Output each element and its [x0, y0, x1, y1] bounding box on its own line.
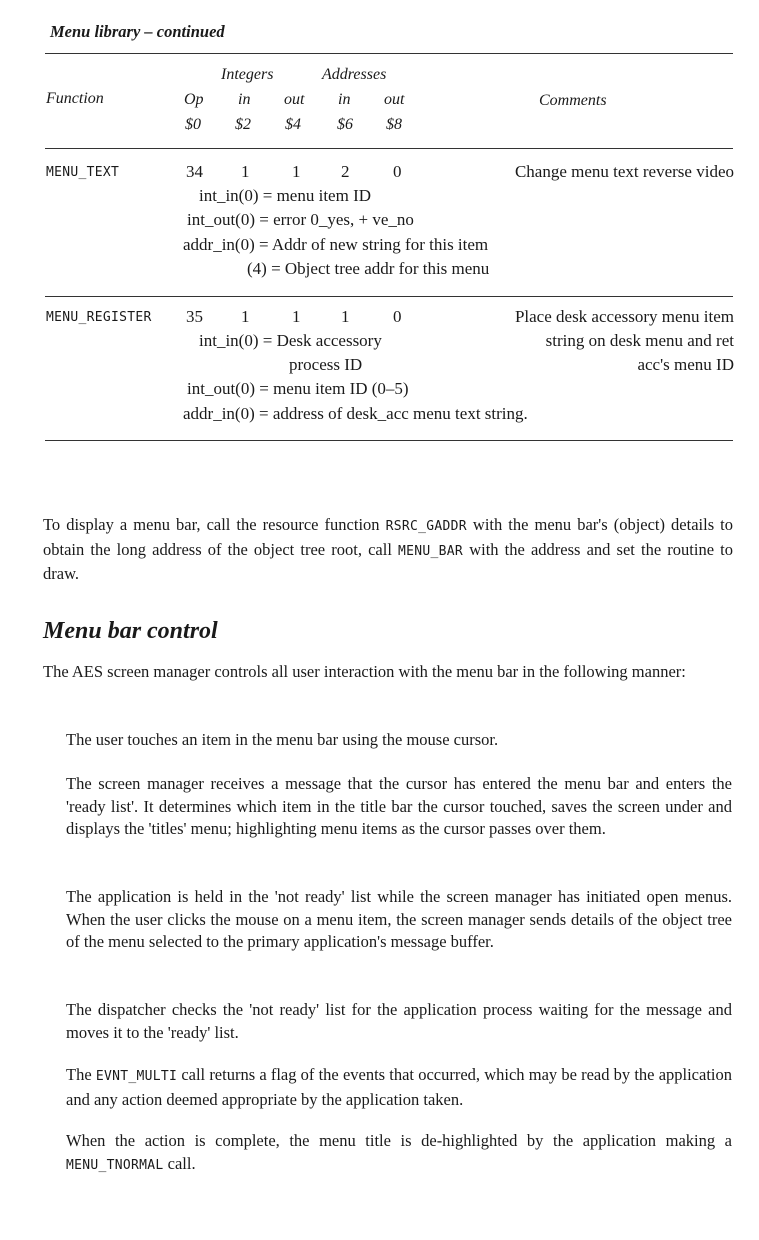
code-rsrc-gaddr: RSRC_GADDR	[385, 519, 467, 534]
row-detail: int_in(0) = menu item ID	[199, 186, 372, 205]
addr-in-value: 1	[341, 307, 350, 326]
op-value: 34	[186, 162, 203, 181]
addr-out-value: 0	[393, 162, 402, 181]
row-divider	[45, 296, 733, 297]
step-text: call returns a flag of the events that occurred, which may be read by the application and any action deemed appropriate by the application taken.	[66, 1065, 732, 1109]
addr-in-value: 2	[341, 162, 350, 181]
row-detail: int_out(0) = error 0_yes, + ve_no	[187, 210, 414, 229]
table-header-rule	[45, 148, 733, 149]
int-out-value: 1	[292, 307, 301, 326]
step-6	[66, 1130, 732, 1177]
header-addr-in: in	[338, 91, 351, 108]
row-comment: Change menu text reverse video	[514, 162, 734, 181]
function-name: MENU_REGISTER	[46, 310, 152, 325]
header-int-in-offset: $2	[235, 116, 251, 133]
header-addr-out: out	[384, 91, 405, 108]
code-menu-bar: MENU_BAR	[398, 543, 464, 559]
intro-text: with the menu bar's (object) details to obtain the long address of the object tree root, call	[43, 515, 734, 559]
row-comment: string on desk menu and ret	[545, 331, 734, 350]
header-op-offset: $0	[185, 116, 201, 133]
step-5	[66, 1064, 732, 1111]
header-addr-in-offset: $6	[337, 116, 353, 133]
function-name: MENU_TEXT	[46, 165, 120, 180]
row-detail: addr_in(0) = Addr of new string for this item	[183, 235, 489, 254]
intro-text: To display a menu bar, call the resource function	[43, 515, 380, 534]
section-intro: The AES screen manager controls all user interaction with the menu bar in the following manner:	[43, 662, 686, 681]
row-comment: Place desk accessory menu item	[514, 307, 734, 326]
head-rule	[45, 53, 733, 54]
step-text: The	[66, 1065, 92, 1084]
addr-out-value: 0	[393, 307, 402, 326]
code-menu-tnormal: MENU_TNORMAL	[66, 1157, 164, 1173]
row-comment: acc's menu ID	[637, 355, 734, 374]
int-in-value: 1	[241, 162, 250, 181]
step-text: call.	[167, 1153, 196, 1173]
section-heading: Menu bar control	[43, 618, 218, 644]
step-3: The application is held in the 'not ready' list while the screen manager has initiated open menus. When the user clicks the mouse on a menu item, the screen manager sends details of the object tree of the menu selected to the primary application's message buffer.	[66, 887, 732, 951]
int-in-value: 1	[241, 307, 250, 326]
header-int-in: in	[238, 91, 251, 108]
step-4: The dispatcher checks the 'not ready' list for the application process waiting for the message and moves it to the 'ready' list.	[66, 1000, 732, 1042]
header-group-addresses: Addresses	[322, 66, 387, 83]
header-op: Op	[184, 91, 204, 108]
row-detail: int_out(0) = menu item ID (0–5)	[187, 379, 409, 398]
intro-paragraph	[43, 514, 733, 586]
header-addr-out-offset: $8	[386, 116, 402, 133]
running-head: Menu library – continued	[50, 22, 225, 41]
row-detail: process ID	[289, 355, 363, 374]
header-group-integers: Integers	[221, 66, 274, 83]
row-detail: addr_in(0) = address of desk_acc menu text string.	[183, 404, 528, 423]
row-detail: (4) = Object tree addr for this menu	[247, 259, 490, 278]
code-evnt-multi: EVNT_MULTI	[95, 1069, 178, 1084]
table-bottom-rule	[45, 440, 733, 441]
row-detail: int_in(0) = Desk accessory	[199, 331, 382, 350]
header-int-out: out	[284, 91, 305, 108]
header-comments: Comments	[539, 92, 607, 109]
intro-text: with the address and set the routine to draw.	[43, 539, 734, 583]
header-function: Function	[46, 90, 104, 107]
step-text: When the action is complete, the menu title is de-highlighted by the application making a	[66, 1131, 732, 1150]
step-2: The screen manager receives a message that the cursor has entered the menu bar and enters the 'ready list'. It determines which item in the title bar the cursor touched, saves the screen under and displays the 'titles' menu; highlighting menu items as the cursor passes over them.	[66, 774, 732, 838]
header-int-out-offset: $4	[285, 116, 301, 133]
op-value: 35	[186, 307, 203, 326]
step-1: The user touches an item in the menu bar using the mouse cursor.	[66, 730, 499, 749]
int-out-value: 1	[292, 162, 301, 181]
